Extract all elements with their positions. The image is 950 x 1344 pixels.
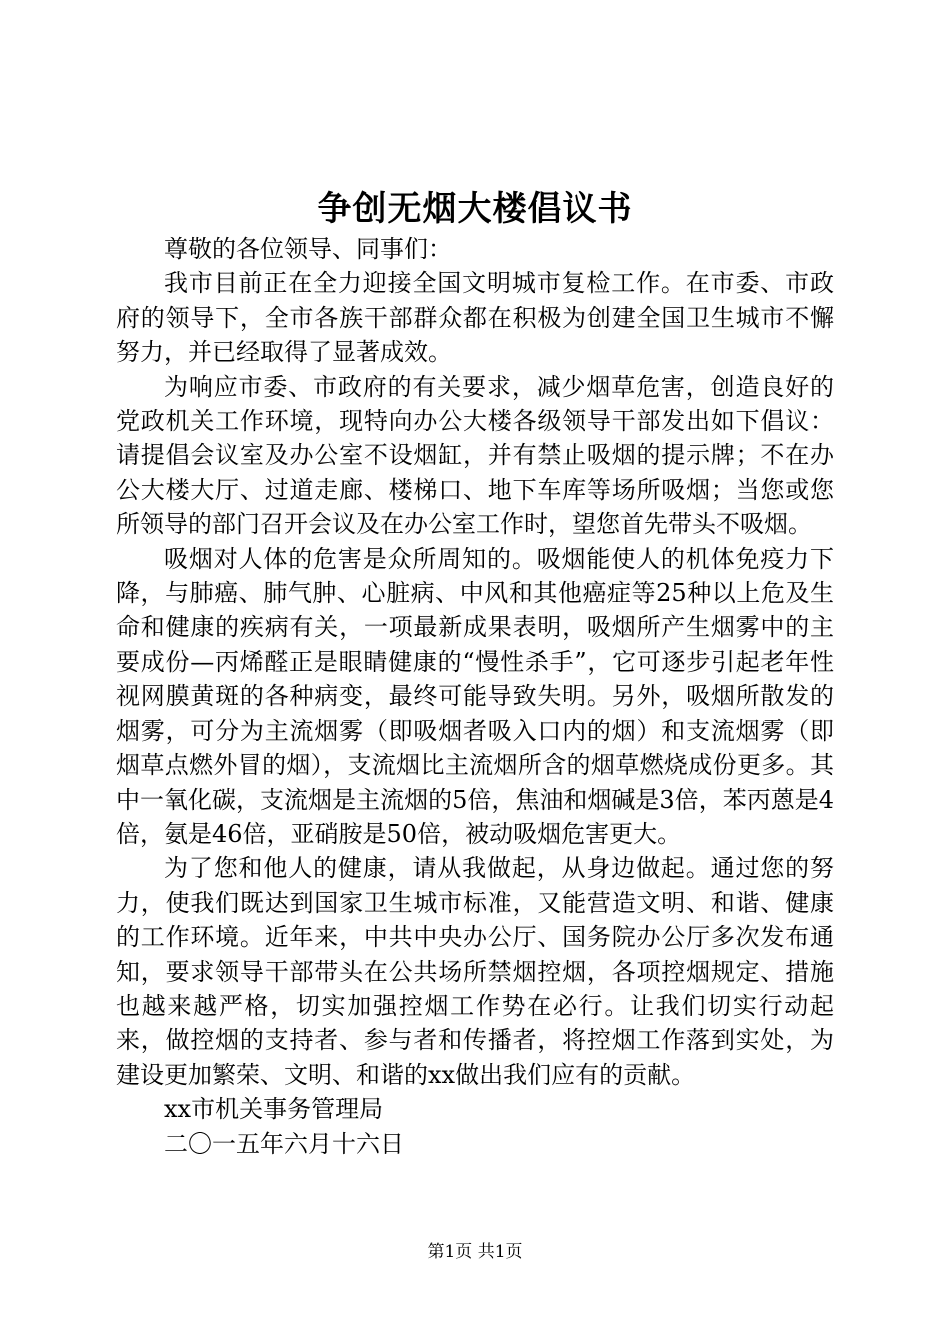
paragraph: 我市目前正在全力迎接全国文明城市复检工作。在市委、市政府的领导下，全市各族干部群众都在积极为创建全国卫生城市不懈努力，并已经取得了显著成效。 [116,269,834,367]
page-footer: 第1页 共1页 [427,1242,523,1262]
salutation: 尊敬的各位领导、同事们： [164,235,452,263]
document-title: 争创无烟大楼倡议书 [317,189,633,229]
paragraph: 为响应市委、市政府的有关要求，减少烟草危害，创造良好的党政机关工作环境，现特向办公大楼各级领导干部发出如下倡议：请提倡会议室及办公室不设烟缸，并有禁止吸烟的提示牌；不在办公大楼大厅、过道走廊、楼梯口、地下车库等场所吸烟；当您或您所领导的部门召开会议及在办公室工作时，望您首先带头不吸烟。 [116,372,834,539]
document-body [116,232,834,1161]
paragraph: 为了您和他人的健康，请从我做起，从身边做起。通过您的努力，使我们既达到国家卫生城市标准，又能营造文明、和谐、健康的工作环境。近年来，中共中央办公厅、国务院办公厅多次发布通知，要求领导干部带头在公共场所禁烟控烟，各项控烟规定、措施也越来越严格，切实加强控烟工作势在必行。让我们切实行动起来，做控烟的支持者、参与者和传播者，将控烟工作落到实处，为建设更加繁荣、文明、和谐的xx做出我们应有的贡献。 [116,854,834,1089]
signature: xx市机关事务管理局 [164,1095,384,1124]
paragraph: 吸烟对人体的危害是众所周知的。吸烟能使人的机体免疫力下降，与肺癌、肺气肿、心脏病、中风和其他癌症等25种以上危及生命和健康的疾病有关，一项最新成果表明，吸烟所产生烟雾中的主要成份—丙烯醛正是眼睛健康的“慢性杀手”，它可逐步引起老年性视网膜黄斑的各种病变，最终可能导致失明。另外，吸烟所散发的烟雾，可分为主流烟雾（即吸烟者吸入口内的烟）和支流烟雾（即烟草点燃外冒的烟），支流烟比主流烟所含的烟草燃烧成份更多。其中一氧化碳，支流烟是主流烟的5倍，焦油和烟碱是3倍，苯丙蒽是4倍，氨是46倍，亚硝胺是50倍，被动吸烟危害更大。 [116,544,834,848]
document-date: 二〇一五年六月十六日 [164,1129,404,1158]
